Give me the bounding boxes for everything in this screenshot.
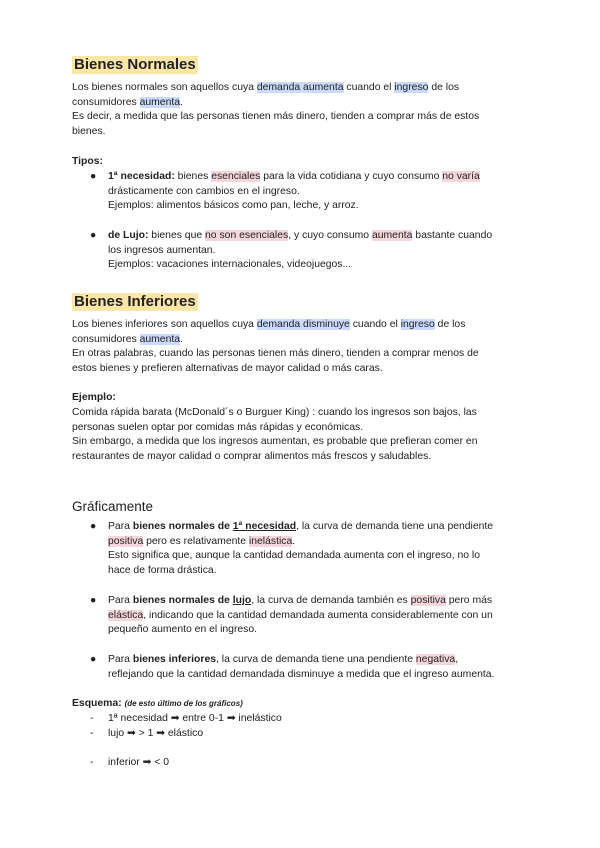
list-item-grafico-necesidad: Para bienes normales de 1ª necesidad, la curva de demanda tiene una pendiente positiva pero es relativamente inelástica. Esto significa que, aunque la cantidad demandada aumenta con el ingreso, no lo hace de forma drástica.: [108, 521, 494, 576]
esquema-row-inferior: inferior ➡ < 0: [108, 757, 169, 768]
tipos-label: Tipos:: [72, 156, 103, 167]
highlight-ingreso: ingreso: [394, 82, 429, 93]
dash-marker: -: [90, 728, 94, 739]
esquema-row-necesidad: 1ª necesidad ➡ entre 0-1 ➡ inelástico: [108, 713, 282, 724]
highlight-aumenta: aumenta: [139, 96, 181, 108]
paragraph-inferiores-def: Los bienes inferiores son aquellos cuya demanda disminuye cuando el ingreso de los consumidores aumenta. En otras palabras, cuando las personas tienen más dinero, tienden a comprar menos de estos bienes y prefieren alternativas de mayor calidad o más caras.: [72, 319, 479, 374]
highlight-demanda-aumenta: demanda aumenta: [256, 82, 344, 93]
list-item-grafico-lujo: Para bienes normales de lujo, la curva de demanda también es positiva pero más elástica, indicando que la cantidad demandada aumenta considerablemente con un pequeño aumento en el ingreso.: [108, 595, 493, 636]
ejemplo-label: Ejemplo:: [72, 392, 116, 403]
dash-marker: -: [90, 757, 94, 768]
list-item-lujo: de Lujo: bienes que no son esenciales, y cuyo consumo aumenta bastante cuando los ingresos aumentan. Ejemplos: vacaciones internacionales, videojuegos...: [108, 230, 493, 271]
heading-bienes-inferiores: Bienes Inferiores: [74, 293, 196, 310]
heading-graficamente: Gráficamente: [72, 499, 154, 514]
list-item-primera-necesidad: 1ª necesidad: bienes esenciales para la vida cotidiana y cuyo consumo no varía drásticamente con cambios en el ingreso. Ejemplos: alimentos básicos como pan, leche, y arroz.: [108, 171, 480, 212]
bullet-icon: ●: [90, 230, 97, 241]
list-item-grafico-inferiores: Para bienes inferiores, la curva de demanda tiene una pendiente negativa, reflejando que la cantidad demandada disminuye a medida que el ingreso aumenta.: [108, 654, 495, 680]
heading-bienes-normales: Bienes Normales: [74, 56, 196, 73]
paragraph-ejemplo: Comida rápida barata (McDonald´s o Burguer King) : cuando los ingresos son bajos, las personas suelen optar por comidas más rápidas y económicas. Sin embargo, a medida que los ingresos aumentan, es probable que prefieran comer en restaurantes de mayor calidad o comprar alimentos más frescos y saludables.: [72, 407, 478, 462]
dash-marker: -: [90, 713, 94, 724]
bullet-icon: ●: [90, 171, 97, 182]
paragraph-normales-def: Los bienes normales son aquellos cuya demanda aumenta cuando el ingreso de los consumidores aumenta. Es decir, a medida que las personas tienen más dinero, tienden a comprar más de estos bienes.: [72, 82, 480, 137]
bullet-icon: ●: [90, 521, 97, 532]
bullet-icon: ●: [90, 654, 97, 665]
esquema-row-lujo: lujo ➡ > 1 ➡ elástico: [108, 728, 204, 739]
bullet-icon: ●: [90, 595, 97, 606]
esquema-heading: Esquema: (de esto último de los gráficos): [72, 698, 243, 709]
esquema-note: (de esto último de los gráficos): [124, 699, 243, 708]
